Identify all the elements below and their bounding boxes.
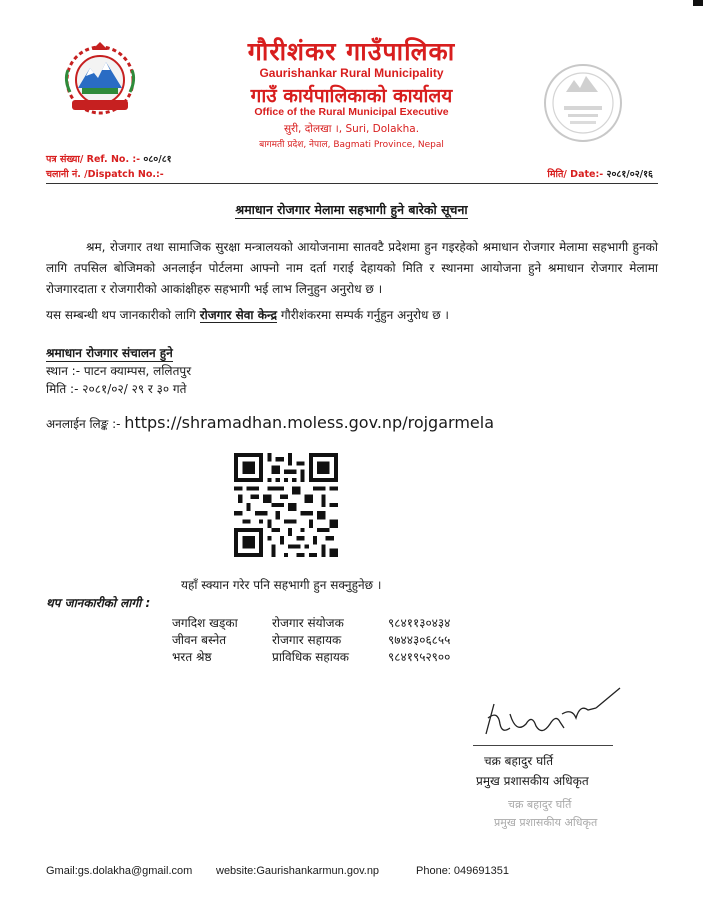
- event-date: मिति :- २०८१/०२/ २९ र ३० गते: [46, 382, 187, 396]
- contact-phone: ९८४१९५२९००: [388, 650, 451, 664]
- footer-phone: Phone: 049691351: [416, 865, 509, 877]
- online-link-row: [46, 413, 494, 432]
- notice-paragraph-1: श्रम, रोजगार तथा सामाजिक सुरक्षा मन्त्रालयको आयोजनामा सातवटै प्रदेशमा हुन गइरहेको श्रमाधान रोजगार मेलामा सहभागी हुनको लागि तपसिल बोजिमको अनलाईन पोर्टलमा आफ्नो नाम दर्ता गराई देहायको मिति र स्थानमा आयोजना हुने श्रमाधान रोजगार मेलामा रोजगारदाता र रोजगारीको आकांक्षीहरु सहभागी भई लाभ लिनुहुन अनुरोध छ ।: [46, 240, 658, 296]
- scan-instruction: यहाँ स्क्यान गरेर पनि सहभागी हुन सक्नुहुनेछ ।: [181, 578, 382, 592]
- letter-date: [547, 167, 653, 180]
- qr-code-icon[interactable]: [234, 453, 338, 557]
- para2-post: गौरीशंकरमा सम्पर्क गर्नुहुन अनुरोध छ ।: [280, 308, 449, 322]
- contact-name: जीवन बस्नेत: [172, 633, 227, 647]
- ref-number: [46, 152, 172, 165]
- contact-name: भरत श्रेष्ठ: [172, 650, 212, 664]
- address-line-1: सुरी, दोलखा ।, Suri, Dolakha.: [283, 123, 420, 135]
- contact-name: जगदिश खड्का: [172, 616, 238, 630]
- signature-mark: [476, 684, 626, 746]
- signature-line: [473, 745, 613, 746]
- subject-text: श्रमाधान रोजगार मेलामा सहभागी हुने बारेको सूचना: [235, 202, 468, 217]
- notice-subject: [0, 201, 703, 218]
- stamp-name: चक्र बहादुर घर्ति: [508, 798, 572, 811]
- para2-highlight: रोजगार सेवा केन्द्र: [199, 308, 278, 322]
- ref-value: ०८०/८१: [143, 154, 172, 165]
- stamp-title: प्रमुख प्रशासकीय अधिकृत: [494, 816, 598, 829]
- notice-paragraph-2: [46, 305, 658, 326]
- more-info-label: थप जानकारीको लागी :: [46, 596, 151, 610]
- address-line-2: बागमती प्रदेश, नेपाल, Bagmati Province, Nepal: [259, 140, 444, 150]
- event-title: श्रमाधान रोजगार संचालन हुने: [46, 346, 173, 360]
- online-link-url[interactable]: https://shramadhan.moless.gov.np/rojgarmela: [124, 413, 494, 432]
- footer-website[interactable]: website:Gaurishankarmun.gov.np: [216, 865, 380, 877]
- para2-pre: यस सम्बन्धी थप जानकारीको लागि: [46, 308, 196, 322]
- page-corner-mark: [693, 0, 703, 6]
- header-divider: [46, 183, 658, 184]
- online-link-label: अनलाईन लिङ्क :-: [46, 417, 121, 431]
- date-label: मिति/ Date:-: [547, 169, 604, 180]
- office-name-np: गाउँ कार्यपालिकाको कार्यालय: [250, 85, 453, 107]
- office-name-en: Office of the Rural Municipal Executive: [254, 106, 449, 118]
- footer-email[interactable]: Gmail:gs.dolakha@gmail.com: [46, 865, 193, 877]
- contact-role: रोजगार सहायक: [272, 633, 342, 647]
- contact-phone: ९८४११३०४३४: [388, 616, 451, 630]
- municipality-name-en: Gaurishankar Rural Municipality: [259, 66, 444, 80]
- date-value: २०८१/०२/१६: [606, 169, 653, 180]
- signatory-title: प्रमुख प्रशासकीय अधिकृत: [476, 774, 589, 788]
- dispatch-label: चलानी नं. /Dispatch No.:-: [46, 169, 164, 180]
- contact-role: प्राविधिक सहायक: [272, 650, 350, 664]
- municipality-name-np: गौरीशंकर गाउँपालिका: [247, 37, 456, 66]
- signatory-name: चक्र बहादुर घर्ति: [484, 754, 554, 768]
- ref-label: पत्र संख्या/ Ref. No. :-: [46, 154, 141, 165]
- contact-role: रोजगार संयोजक: [272, 616, 344, 630]
- event-place: स्थान :- पाटन क्याम्पस, ललितपुर: [46, 364, 192, 378]
- contact-phone: ९७४४३०६८५५: [388, 633, 451, 647]
